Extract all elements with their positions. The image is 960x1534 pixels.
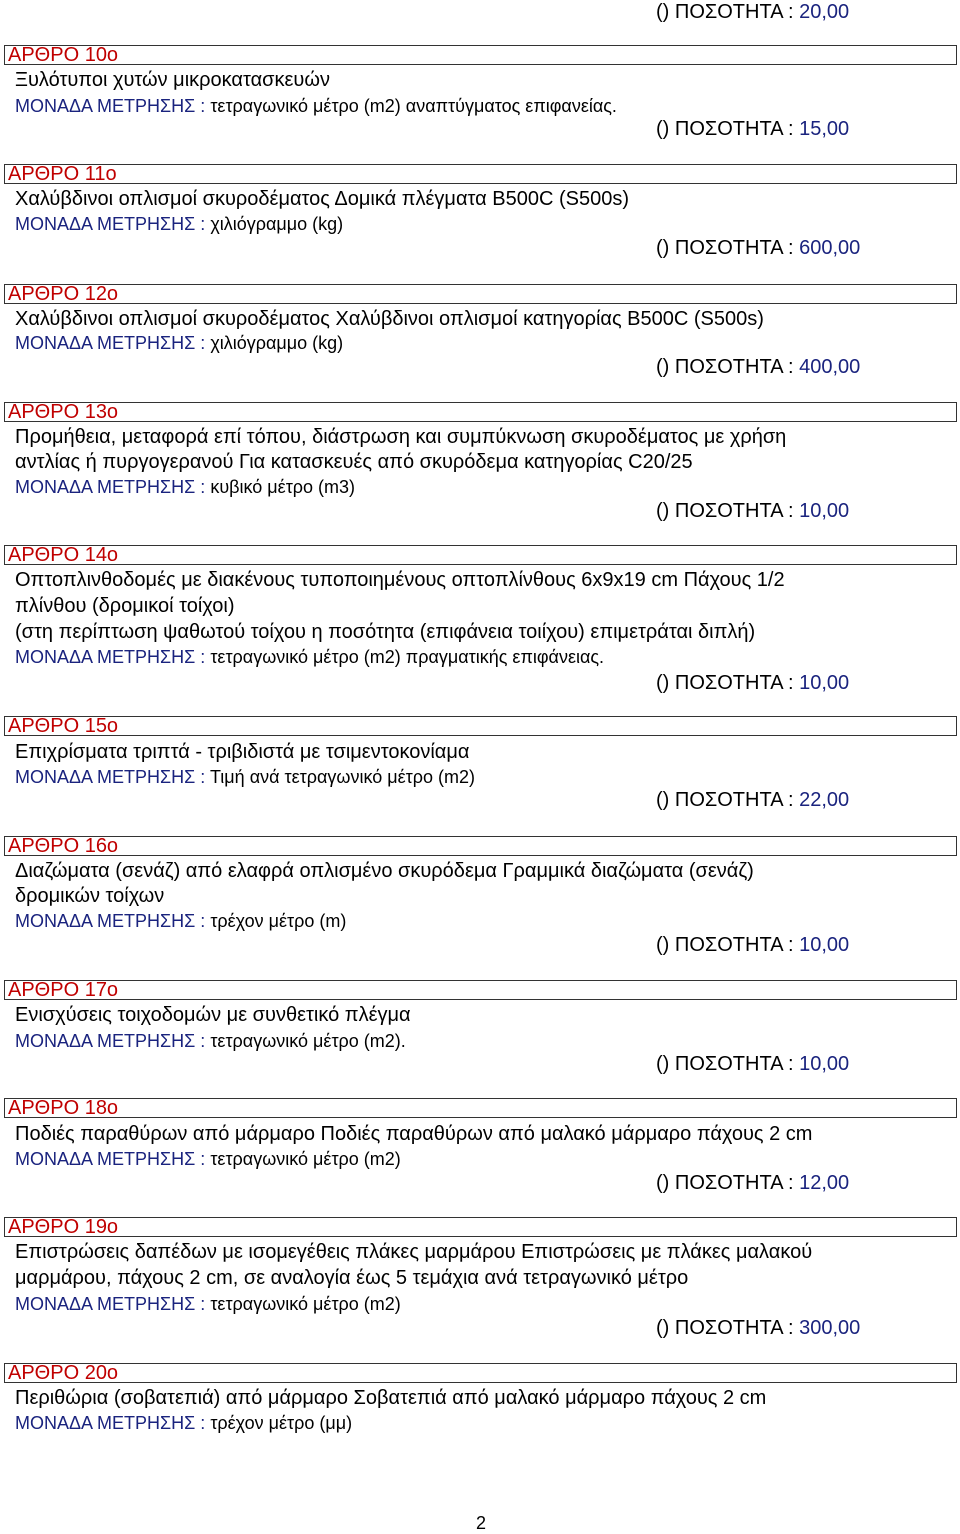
quantity-value: 10,00 [799, 1053, 850, 1075]
unit-of-measure-line [15, 645, 604, 669]
article-header: ΑΡΘΡΟ 15ο [8, 715, 119, 737]
article-description-line: Χαλύβδινοι οπλισμοί σκυροδέματος Χαλύβδινοι οπλισμοί κατηγορίας B500C (S500s) [15, 308, 764, 330]
unit-value: τετραγωνικό μέτρο (m2) πραγματικής επιφάνειας. [210, 647, 605, 667]
article-header: ΑΡΘΡΟ 14ο [8, 544, 119, 566]
article-header-box [4, 45, 957, 65]
article-description-line: Περιθώρια (σοβατεπιά) από μάρμαρο Σοβατεπιά από μαλακό μάρμαρο πάχους 2 cm [15, 1387, 767, 1409]
unit-of-measure-line [15, 331, 343, 355]
unit-of-measure-line [15, 1292, 401, 1316]
unit-of-measure-line [15, 1147, 401, 1171]
article-description-line: Επιχρίσματα τριπτά - τριβιδιστά με τσιμεντοκονίαμα [15, 741, 470, 763]
article-header: ΑΡΘΡΟ 18ο [8, 1097, 119, 1119]
article-header-box [4, 402, 957, 422]
unit-of-measure-line [15, 765, 475, 789]
page-number: 2 [476, 1513, 487, 1533]
quantity-value: 12,00 [799, 1172, 850, 1194]
article-header-box [4, 164, 957, 184]
article-header-box [4, 836, 957, 856]
article-header: ΑΡΘΡΟ 16ο [8, 835, 119, 857]
quantity-label: () ΠΟΣΟΤΗΤΑ : [656, 934, 794, 956]
unit-value: χιλιόγραμμο (kg) [210, 214, 344, 234]
unit-value: τετραγωνικό μέτρο (m2). [210, 1031, 406, 1051]
unit-label: ΜΟΝΑΔΑ ΜΕΤΡΗΣΗΣ : [15, 333, 206, 353]
article-description-line: Ενισχύσεις τοιχοδομών με συνθετικό πλέγμα [15, 1004, 411, 1026]
unit-label: ΜΟΝΑΔΑ ΜΕΤΡΗΣΗΣ : [15, 647, 206, 667]
quantity-line [656, 355, 860, 379]
quantity-line [656, 1171, 849, 1195]
article-description-line: Ξυλότυποι χυτών μικροκατασκευών [15, 69, 330, 91]
unit-label: ΜΟΝΑΔΑ ΜΕΤΡΗΣΗΣ : [15, 477, 206, 497]
article-description-line: μαρμάρου, πάχους 2 cm, σε αναλογία έως 5 τεμάχια ανά τετραγωνικό μέτρο [15, 1267, 689, 1289]
article-header: ΑΡΘΡΟ 20ο [8, 1362, 119, 1384]
article-header-box [4, 545, 957, 565]
quantity-line [656, 236, 860, 260]
article-header-box [4, 716, 957, 736]
quantity-line [656, 117, 849, 141]
article-description-line: Διαζώματα (σενάζ) από ελαφρά οπλισμένο σκυρόδεμα Γραμμικά διαζώματα (σενάζ) [15, 860, 754, 882]
article-description-line: Προμήθεια, μεταφορά επί τόπου, διάστρωση και συμπύκνωση σκυροδέματος με χρήση [15, 426, 787, 448]
unit-value: τετραγωνικό μέτρο (m2) [210, 1294, 401, 1314]
article-description-line: Οπτοπλινθοδομές με διακένους τυποποιημένους οπτοπλίνθους 6x9x19 cm Πάχους 1/2 [15, 569, 785, 591]
quantity-line [656, 1052, 849, 1076]
article-header-box [4, 284, 957, 304]
unit-label: ΜΟΝΑΔΑ ΜΕΤΡΗΣΗΣ : [15, 1294, 206, 1314]
quantity-label: () ΠΟΣΟΤΗΤΑ : [656, 118, 794, 140]
unit-of-measure-line [15, 475, 355, 499]
article-header-box [4, 1217, 957, 1237]
quantity-label: () ΠΟΣΟΤΗΤΑ : [656, 356, 794, 378]
quantity-label: () ΠΟΣΟΤΗΤΑ : [656, 1, 794, 23]
quantity-value: 10,00 [799, 672, 850, 694]
quantity-label: () ΠΟΣΟΤΗΤΑ : [656, 500, 794, 522]
article-description-line: Χαλύβδινοι οπλισμοί σκυροδέματος Δομικά πλέγματα B500C (S500s) [15, 188, 629, 210]
unit-value: τετραγωνικό μέτρο (m2) [210, 1149, 401, 1169]
unit-value: τρέχον μέτρο (μμ) [210, 1413, 353, 1433]
article-description-line: Ποδιές παραθύρων από μάρμαρο Ποδιές παραθύρων από μαλακό μάρμαρο πάχους 2 cm [15, 1123, 813, 1145]
article-header-box [4, 1098, 957, 1118]
unit-label: ΜΟΝΑΔΑ ΜΕΤΡΗΣΗΣ : [15, 214, 206, 234]
article-header: ΑΡΘΡΟ 12ο [8, 283, 119, 305]
article-description-line: (στη περίπτωση ψαθωτού τοίχου η ποσότητα (επιφάνεια τοιίχου) επιμετράται διπλή) [15, 621, 756, 643]
unit-value: χιλιόγραμμο (kg) [210, 333, 344, 353]
unit-value: τρέχον μέτρο (m) [210, 911, 347, 931]
quantity-label: () ΠΟΣΟΤΗΤΑ : [656, 237, 794, 259]
article-header: ΑΡΘΡΟ 17ο [8, 979, 119, 1001]
quantity-label: () ΠΟΣΟΤΗΤΑ : [656, 1317, 794, 1339]
unit-of-measure-line [15, 1029, 406, 1053]
unit-of-measure-line [15, 1411, 352, 1435]
article-header-box [4, 1363, 957, 1383]
article-header: ΑΡΘΡΟ 11ο [8, 163, 117, 185]
unit-value: τετραγωνικό μέτρο (m2) αναπτύγματος επιφανείας. [210, 96, 617, 116]
article-header: ΑΡΘΡΟ 10ο [8, 44, 119, 66]
quantity-value: 20,00 [799, 1, 850, 23]
quantity-value: 10,00 [799, 500, 850, 522]
article-description-line: αντλίας ή πυργογερανού Για κατασκευές από σκυρόδεμα κατηγορίας C20/25 [15, 451, 693, 473]
quantity-label: () ΠΟΣΟΤΗΤΑ : [656, 789, 794, 811]
unit-value: Τιμή ανά τετραγωνικό μέτρο (m2) [209, 767, 475, 787]
unit-of-measure-line [15, 212, 343, 236]
quantity-value: 400,00 [799, 356, 861, 378]
article-description-line: πλίνθου (δρομικοί τοίχοι) [15, 595, 235, 617]
unit-of-measure-line [15, 94, 617, 118]
quantity-value: 300,00 [799, 1317, 861, 1339]
unit-of-measure-line [15, 909, 346, 933]
article-description-line: Επιστρώσεις δαπέδων με ισομεγέθεις πλάκες μαρμάρου Επιστρώσεις με πλάκες μαλακού [15, 1241, 813, 1263]
quantity-line [656, 499, 849, 523]
quantity-line [656, 671, 849, 695]
quantity-value: 22,00 [799, 789, 850, 811]
unit-value: κυβικό μέτρο (m3) [210, 477, 356, 497]
quantity-label: () ΠΟΣΟΤΗΤΑ : [656, 1053, 794, 1075]
article-header: ΑΡΘΡΟ 19ο [8, 1216, 119, 1238]
quantity-line [656, 788, 849, 812]
quantity-label: () ΠΟΣΟΤΗΤΑ : [656, 672, 794, 694]
unit-label: ΜΟΝΑΔΑ ΜΕΤΡΗΣΗΣ : [15, 767, 206, 787]
unit-label: ΜΟΝΑΔΑ ΜΕΤΡΗΣΗΣ : [15, 1149, 206, 1169]
top-quantity-line [656, 0, 849, 24]
quantity-line [656, 1316, 860, 1340]
unit-label: ΜΟΝΑΔΑ ΜΕΤΡΗΣΗΣ : [15, 1031, 206, 1051]
quantity-label: () ΠΟΣΟΤΗΤΑ : [656, 1172, 794, 1194]
article-description-line: δρομικών τοίχων [15, 885, 165, 907]
quantity-value: 10,00 [799, 934, 850, 956]
quantity-value: 600,00 [799, 237, 861, 259]
article-header: ΑΡΘΡΟ 13ο [8, 401, 119, 423]
unit-label: ΜΟΝΑΔΑ ΜΕΤΡΗΣΗΣ : [15, 1413, 206, 1433]
unit-label: ΜΟΝΑΔΑ ΜΕΤΡΗΣΗΣ : [15, 911, 206, 931]
quantity-value: 15,00 [799, 118, 850, 140]
article-header-box [4, 980, 957, 1000]
quantity-line [656, 933, 849, 957]
unit-label: ΜΟΝΑΔΑ ΜΕΤΡΗΣΗΣ : [15, 96, 206, 116]
